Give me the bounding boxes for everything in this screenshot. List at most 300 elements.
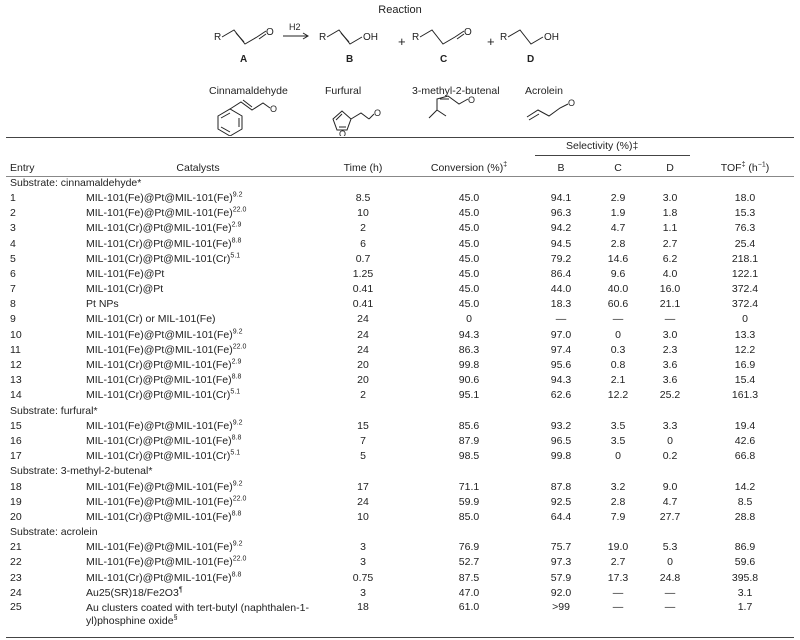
cell-d: — <box>664 601 676 614</box>
substrate-name-1: Cinnamaldehyde <box>209 85 288 97</box>
cell-d: 6.2 <box>662 252 678 265</box>
cell-conv: 45.0 <box>458 237 480 250</box>
cell-d: 4.0 <box>662 267 678 280</box>
catalyst-sup: 22.0 <box>232 343 247 351</box>
oh-label-d: OH <box>544 32 559 43</box>
catalyst-name: MIL-101(Cr)@Pt@MIL-101(Fe) <box>86 434 232 447</box>
table-row <box>6 433 794 448</box>
cell-tof: 3.1 <box>737 586 753 599</box>
selectivity-header: Selectivity (%)‡ <box>566 140 639 152</box>
cell-d: 2.3 <box>662 343 678 356</box>
cell-tof: 122.1 <box>731 267 759 280</box>
catalyst-sup: § <box>173 614 178 622</box>
cell-conv: 98.5 <box>458 450 480 463</box>
cell-entry: 17 <box>10 450 22 463</box>
cell-tof: 15.4 <box>734 374 756 387</box>
cell-time: 24 <box>357 313 369 326</box>
substrate-name-4: Acrolein <box>525 85 563 97</box>
cell-c: 0 <box>615 328 621 341</box>
catalyst-sup: 8.8 <box>231 373 242 381</box>
cell-entry: 5 <box>10 252 16 265</box>
cell-tof: 161.3 <box>731 389 759 402</box>
catalyst-sup: 9.2 <box>232 540 243 548</box>
header-d: D <box>666 161 674 174</box>
cell-time: 1.25 <box>352 267 374 280</box>
cell-b: 97.3 <box>550 556 572 569</box>
catalyst-sup: 9.2 <box>232 191 243 199</box>
cell-conv: 86.3 <box>458 343 480 356</box>
cell-entry: 21 <box>10 541 22 554</box>
cell-catalyst <box>78 357 318 372</box>
cell-tof: 372.4 <box>731 298 759 311</box>
cell-d: 25.2 <box>659 389 681 402</box>
structure-d <box>508 30 543 44</box>
cell-tof: 12.2 <box>734 343 756 356</box>
cell-time: 3 <box>360 541 366 554</box>
cell-tof: 19.4 <box>734 419 756 432</box>
cell-c: 60.6 <box>607 298 629 311</box>
cell-entry: 20 <box>10 510 22 523</box>
cell-time: 10 <box>357 207 369 220</box>
catalyst-sup: 8.8 <box>231 510 242 518</box>
cell-b: — <box>555 313 567 326</box>
cell-time: 17 <box>357 480 369 493</box>
header-catalysts: Catalysts <box>176 161 220 174</box>
cell-conv: 45.0 <box>458 191 480 204</box>
cell-time: 15 <box>357 419 369 432</box>
cell-b: 75.7 <box>550 541 572 554</box>
cell-conv: 47.0 <box>458 586 480 599</box>
cell-time: 0.75 <box>352 571 374 584</box>
scheme-svg <box>0 0 800 136</box>
substrate-group-label: Substrate: 3-methyl-2-butenal* <box>10 465 153 478</box>
cell-entry: 8 <box>10 298 16 311</box>
cell-tof: 42.6 <box>734 434 756 447</box>
cell-conv: 52.7 <box>458 556 480 569</box>
cell-tof: 59.6 <box>734 556 756 569</box>
cell-entry: 12 <box>10 359 22 372</box>
catalyst-sup: 2.9 <box>231 358 242 366</box>
cell-conv: 45.0 <box>458 267 480 280</box>
catalyst-name: MIL-101(Fe)@Pt <box>86 267 165 280</box>
cell-catalyst <box>78 266 318 281</box>
r-label-c: R <box>412 32 420 43</box>
cell-c: 2.7 <box>610 556 626 569</box>
cell-time: 3 <box>360 556 366 569</box>
structure-c <box>420 30 464 44</box>
header-c: C <box>614 161 622 174</box>
cell-d: 0 <box>667 556 673 569</box>
table-row <box>6 388 794 403</box>
cell-tof: 76.3 <box>734 222 756 235</box>
cell-conv: 61.0 <box>458 601 480 614</box>
cell-d: 21.1 <box>659 298 681 311</box>
catalyst-name: MIL-101(Cr)@Pt <box>86 283 164 296</box>
oh-label-b: OH <box>363 32 378 43</box>
r-label-b: R <box>319 32 327 43</box>
substrate-name-3: 3-methyl-2-butenal <box>412 85 500 97</box>
cell-d: — <box>664 313 676 326</box>
cell-c: 3.5 <box>610 434 626 447</box>
cell-catalyst <box>78 418 318 433</box>
table-row <box>6 342 794 357</box>
header-tof-label: TOF <box>720 161 742 174</box>
header-tof-unit: (h <box>745 161 758 174</box>
cell-catalyst <box>78 373 318 388</box>
cell-tof: 15.3 <box>734 207 756 220</box>
catalyst-name: Au25(SR)18/Fe2O3 <box>86 586 179 599</box>
cell-catalyst <box>78 221 318 236</box>
cell-conv: 45.0 <box>458 283 480 296</box>
catalyst-name: MIL-101(Fe)@Pt@MIL-101(Fe) <box>86 207 233 220</box>
cell-catalyst <box>78 342 318 357</box>
table-row <box>6 373 794 388</box>
catalyst-sup: 5.1 <box>230 388 241 396</box>
cell-b: 64.4 <box>550 510 572 523</box>
cell-entry: 7 <box>10 283 16 296</box>
cell-time: 0.41 <box>352 298 374 311</box>
catalyst-name: MIL-101(Cr)@Pt@MIL-101(Fe) <box>86 374 232 387</box>
cell-d: 3.6 <box>662 359 678 372</box>
r-label-d: R <box>500 32 508 43</box>
table-body <box>6 175 794 630</box>
cell-b: 94.2 <box>550 222 572 235</box>
cell-c: 2.8 <box>610 237 626 250</box>
cell-conv: 85.0 <box>458 510 480 523</box>
cell-conv: 87.5 <box>458 571 480 584</box>
cell-c: 9.6 <box>610 267 626 280</box>
cell-c: 0.3 <box>610 343 626 356</box>
cell-tof: 28.8 <box>734 510 756 523</box>
cell-d: 4.7 <box>662 495 678 508</box>
cell-c: 3.5 <box>610 419 626 432</box>
cell-c: 14.6 <box>607 252 629 265</box>
o-label-furfural: O <box>374 108 382 118</box>
catalyst-name: MIL-101(Cr)@Pt@MIL-101(Cr) <box>86 450 231 463</box>
header-tof-unit-sup: −1 <box>757 161 766 169</box>
cell-c: — <box>612 313 624 326</box>
cell-d: 2.7 <box>662 237 678 250</box>
header-conversion-sup: ‡ <box>503 161 508 169</box>
cell-time: 3 <box>360 586 366 599</box>
table-row <box>6 570 794 585</box>
cell-tof: 13.3 <box>734 328 756 341</box>
catalyst-name: MIL-101(Cr) or MIL-101(Fe) <box>86 313 216 326</box>
catalyst-sup: 8.8 <box>231 237 242 245</box>
cell-time: 6 <box>360 237 366 250</box>
header-conversion-label: Conversion (%) <box>430 161 504 174</box>
cell-d: 24.8 <box>659 571 681 584</box>
cell-tof: 86.9 <box>734 541 756 554</box>
cell-c: 2.1 <box>610 374 626 387</box>
catalyst-sup: 9.2 <box>232 328 243 336</box>
catalyst-sup: 22.0 <box>232 555 247 563</box>
catalyst-name: Au clusters coated with tert-butyl (naphthalen-1-yl)phosphine oxide <box>86 602 309 628</box>
cell-time: 2 <box>360 222 366 235</box>
table-row <box>6 251 794 266</box>
table-header-row <box>6 160 794 175</box>
substrate-group-row <box>6 403 794 418</box>
o-label-a: O <box>266 27 274 38</box>
cell-c: 2.9 <box>610 191 626 204</box>
cell-tof: 8.5 <box>737 495 753 508</box>
cell-time: 10 <box>357 510 369 523</box>
catalyst-sup: 22.0 <box>232 206 247 214</box>
selectivity-rule <box>535 155 690 156</box>
catalyst-sup: 2.9 <box>231 221 242 229</box>
cell-conv: 99.8 <box>458 359 480 372</box>
reaction-scheme <box>0 0 800 136</box>
cell-catalyst <box>78 509 318 524</box>
cell-b: 96.5 <box>550 434 572 447</box>
cell-c: 2.8 <box>610 495 626 508</box>
cell-catalyst <box>78 600 318 630</box>
r-label-a: R <box>214 32 222 43</box>
table-row <box>6 479 794 494</box>
cell-conv: 45.0 <box>458 298 480 311</box>
cell-tof: 14.2 <box>734 480 756 493</box>
cell-catalyst <box>78 494 318 509</box>
cell-tof: 66.8 <box>734 450 756 463</box>
table-row <box>6 312 794 327</box>
cell-b: 92.0 <box>550 586 572 599</box>
cell-conv: 94.3 <box>458 328 480 341</box>
cell-catalyst <box>78 479 318 494</box>
cell-conv: 0 <box>466 313 472 326</box>
cell-catalyst <box>78 570 318 585</box>
cell-catalyst <box>78 555 318 570</box>
catalyst-name: MIL-101(Fe)@Pt@MIL-101(Fe) <box>86 495 233 508</box>
cell-entry: 9 <box>10 313 16 326</box>
cell-b: 97.0 <box>550 328 572 341</box>
cell-b: 57.9 <box>550 571 572 584</box>
cell-d: 5.3 <box>662 541 678 554</box>
cell-d: 9.0 <box>662 480 678 493</box>
catalyst-sup: ¶ <box>178 586 183 594</box>
cell-d: 1.1 <box>662 222 678 235</box>
substrate-group-label: Substrate: cinnamaldehyde* <box>10 176 142 189</box>
catalyst-name: MIL-101(Fe)@Pt@MIL-101(Fe) <box>86 556 233 569</box>
cell-entry: 24 <box>10 586 22 599</box>
table-row <box>6 221 794 236</box>
cell-b: 44.0 <box>550 283 572 296</box>
table-row <box>6 585 794 600</box>
reagent-label: H2 <box>289 22 301 32</box>
cell-conv: 85.6 <box>458 419 480 432</box>
cell-d: 3.6 <box>662 374 678 387</box>
cell-time: 5 <box>360 450 366 463</box>
top-rule <box>6 137 794 138</box>
table-row <box>6 540 794 555</box>
bottom-rule <box>6 637 794 638</box>
o-label-cinnamaldehyde: O <box>270 104 278 114</box>
cell-catalyst <box>78 312 318 327</box>
cell-catalyst <box>78 282 318 297</box>
catalyst-sup: 5.1 <box>230 252 241 260</box>
cell-c: 0 <box>615 450 621 463</box>
cell-tof: 0 <box>742 313 748 326</box>
cell-d: — <box>664 586 676 599</box>
cell-time: 24 <box>357 343 369 356</box>
table-row <box>6 509 794 524</box>
table-row <box>6 600 794 630</box>
cell-c: 1.9 <box>610 207 626 220</box>
cell-d: 3.3 <box>662 419 678 432</box>
cell-d: 3.0 <box>662 191 678 204</box>
catalyst-sup: 5.1 <box>230 449 241 457</box>
cell-b: 62.6 <box>550 389 572 402</box>
cell-catalyst <box>78 540 318 555</box>
cell-conv: 45.0 <box>458 207 480 220</box>
label-b: B <box>346 54 354 65</box>
cell-c: 40.0 <box>607 283 629 296</box>
cell-entry: 6 <box>10 267 16 280</box>
cell-d: 0.2 <box>662 450 678 463</box>
table-row <box>6 190 794 205</box>
cell-time: 18 <box>357 601 369 614</box>
cell-tof: 25.4 <box>734 237 756 250</box>
header-time: Time (h) <box>343 161 383 174</box>
cell-time: 0.7 <box>355 252 371 265</box>
cell-conv: 95.1 <box>458 389 480 402</box>
substrate-group-row <box>6 175 794 190</box>
cell-catalyst <box>78 388 318 403</box>
cell-d: 16.0 <box>659 283 681 296</box>
cell-conv: 45.0 <box>458 252 480 265</box>
table-row <box>6 555 794 570</box>
cell-entry: 25 <box>10 601 22 614</box>
cell-b: 18.3 <box>550 298 572 311</box>
cell-b: 94.5 <box>550 237 572 250</box>
cell-c: 4.7 <box>610 222 626 235</box>
cell-catalyst <box>78 297 318 312</box>
cell-conv: 87.9 <box>458 434 480 447</box>
label-d: D <box>527 54 535 65</box>
results-table <box>6 160 794 630</box>
cell-time: 0.41 <box>352 283 374 296</box>
cell-c: 12.2 <box>607 389 629 402</box>
cell-c: 3.2 <box>610 480 626 493</box>
substrate-group-row <box>6 464 794 479</box>
cell-catalyst <box>78 585 318 600</box>
plus-2: + <box>487 34 495 49</box>
catalyst-sup: 8.8 <box>231 571 242 579</box>
cell-tof: 395.8 <box>731 571 759 584</box>
cell-catalyst <box>78 236 318 251</box>
catalyst-sup: 9.2 <box>232 419 243 427</box>
cell-time: 7 <box>360 434 366 447</box>
cell-c: 19.0 <box>607 541 629 554</box>
cell-c: — <box>612 601 624 614</box>
header-b: B <box>557 161 565 174</box>
cell-time: 24 <box>357 328 369 341</box>
header-tof <box>696 160 794 175</box>
cell-catalyst <box>78 449 318 464</box>
catalyst-sup: 8.8 <box>231 434 242 442</box>
scheme-title: Reaction <box>378 4 422 16</box>
cell-b: 79.2 <box>550 252 572 265</box>
table-row <box>6 236 794 251</box>
cell-catalyst <box>78 206 318 221</box>
cell-entry: 4 <box>10 237 16 250</box>
cell-entry: 16 <box>10 434 22 447</box>
cell-conv: 90.6 <box>458 374 480 387</box>
cell-entry: 2 <box>10 207 16 220</box>
o-label-c: O <box>464 27 472 38</box>
cell-time: 20 <box>357 359 369 372</box>
cell-b: 95.6 <box>550 359 572 372</box>
header-tof-sup: ‡ <box>741 161 746 169</box>
structure-acrolein <box>527 104 568 117</box>
cell-b: 92.5 <box>550 495 572 508</box>
cell-entry: 22 <box>10 556 22 569</box>
catalyst-name: MIL-101(Cr)@Pt@MIL-101(Fe) <box>86 571 232 584</box>
cell-entry: 3 <box>10 222 16 235</box>
cell-b: 97.4 <box>550 343 572 356</box>
cell-conv: 59.9 <box>458 495 480 508</box>
label-c: C <box>440 54 448 65</box>
cell-entry: 11 <box>10 343 21 356</box>
cell-b: 94.1 <box>550 191 572 204</box>
cell-conv: 45.0 <box>458 222 480 235</box>
cell-catalyst <box>78 433 318 448</box>
cell-entry: 10 <box>10 328 22 341</box>
cell-b: 87.8 <box>550 480 572 493</box>
table-row <box>6 449 794 464</box>
plus-1: + <box>398 34 406 49</box>
cell-time: 2 <box>360 389 366 402</box>
cell-d: 27.7 <box>659 510 681 523</box>
catalyst-name: MIL-101(Cr)@Pt@MIL-101(Fe) <box>86 222 232 235</box>
cell-catalyst <box>78 327 318 342</box>
catalyst-name: MIL-101(Fe)@Pt@MIL-101(Fe) <box>86 480 233 493</box>
cell-time: 24 <box>357 495 369 508</box>
cell-tof: 16.9 <box>734 359 756 372</box>
cell-d: 3.0 <box>662 328 678 341</box>
catalyst-name: MIL-101(Cr)@Pt@MIL-101(Cr) <box>86 389 231 402</box>
table-row <box>6 282 794 297</box>
label-a: A <box>240 54 248 65</box>
cell-b: 96.3 <box>550 207 572 220</box>
cell-tof: 18.0 <box>734 191 756 204</box>
o-label-furan: O <box>339 129 347 136</box>
cell-b: 94.3 <box>550 374 572 387</box>
catalyst-name: MIL-101(Cr)@Pt@MIL-101(Fe) <box>86 237 232 250</box>
cell-c: 7.9 <box>610 510 626 523</box>
substrate-group-row <box>6 525 794 540</box>
cell-entry: 13 <box>10 374 22 387</box>
catalyst-name: Pt NPs <box>86 298 119 311</box>
cell-conv: 71.1 <box>458 480 480 493</box>
cell-time: 8.5 <box>355 191 371 204</box>
catalyst-name: MIL-101(Cr)@Pt@MIL-101(Fe) <box>86 359 232 372</box>
table-row <box>6 357 794 372</box>
catalyst-sup: 9.2 <box>232 480 243 488</box>
cell-d: 1.8 <box>662 207 678 220</box>
o-label-acrolein: O <box>568 98 576 108</box>
cell-entry: 15 <box>10 419 22 432</box>
table-row <box>6 418 794 433</box>
table-row <box>6 206 794 221</box>
cell-time: 20 <box>357 374 369 387</box>
cell-entry: 19 <box>10 495 22 508</box>
table-row <box>6 494 794 509</box>
cell-catalyst <box>78 190 318 205</box>
catalyst-name: MIL-101(Cr)@Pt@MIL-101(Fe) <box>86 510 232 523</box>
substrate-name-2: Furfural <box>325 85 362 97</box>
substrate-group-label: Substrate: acrolein <box>10 526 98 539</box>
cell-c: 0.8 <box>610 359 626 372</box>
